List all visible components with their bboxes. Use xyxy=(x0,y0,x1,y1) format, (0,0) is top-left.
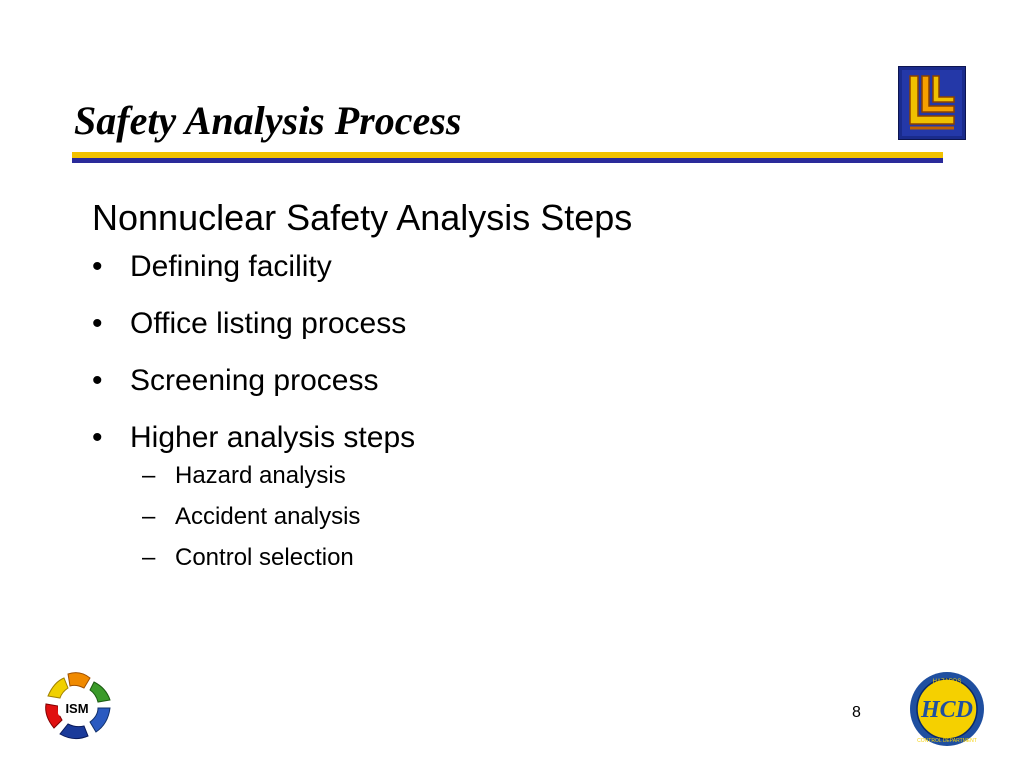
bullet-text: Office listing process xyxy=(130,307,407,340)
section-heading: Nonnuclear Safety Analysis Steps xyxy=(92,197,633,238)
bullet-text: Screening process xyxy=(130,364,379,397)
ism-logo-text: ISM xyxy=(65,701,89,716)
bullet-marker: • xyxy=(92,250,103,283)
sub-bullet-marker: – xyxy=(142,462,156,489)
title-rule-navy xyxy=(72,158,943,163)
bullet-text: Higher analysis steps xyxy=(130,421,416,454)
sub-bullet-text: Hazard analysis xyxy=(175,462,346,489)
bullet-marker: • xyxy=(92,364,103,397)
sub-bullet-text: Control selection xyxy=(175,544,354,571)
sub-bullet-list xyxy=(142,462,632,572)
sub-bullet-item xyxy=(142,544,632,572)
hcd-logo-icon xyxy=(906,670,988,748)
slide-title: Safety Analysis Process xyxy=(74,98,462,143)
bullet-item xyxy=(92,421,632,455)
sub-bullet-text: Accident analysis xyxy=(175,503,361,530)
slide-content xyxy=(92,196,632,585)
bullet-item xyxy=(92,307,632,341)
hcd-ring-top-text: HAZARDS xyxy=(932,679,962,685)
bullet-list xyxy=(92,250,632,455)
sub-bullet-marker: – xyxy=(142,544,156,571)
bullet-marker: • xyxy=(92,307,103,340)
bullet-text: Defining facility xyxy=(130,250,332,283)
sub-bullet-item xyxy=(142,462,632,490)
bullet-marker: • xyxy=(92,421,103,454)
bullet-item xyxy=(92,364,632,398)
sub-bullet-item xyxy=(142,503,632,531)
sub-bullet-marker: – xyxy=(142,503,156,530)
hcd-ring-bottom-text: CONTROL DEPARTMENT xyxy=(917,738,977,744)
page-number: 8 xyxy=(852,704,861,721)
hcd-logo-text: HCD xyxy=(920,697,974,723)
bullet-item xyxy=(92,250,632,284)
llnl-logo-icon xyxy=(898,66,966,140)
ism-logo-icon xyxy=(38,668,120,748)
